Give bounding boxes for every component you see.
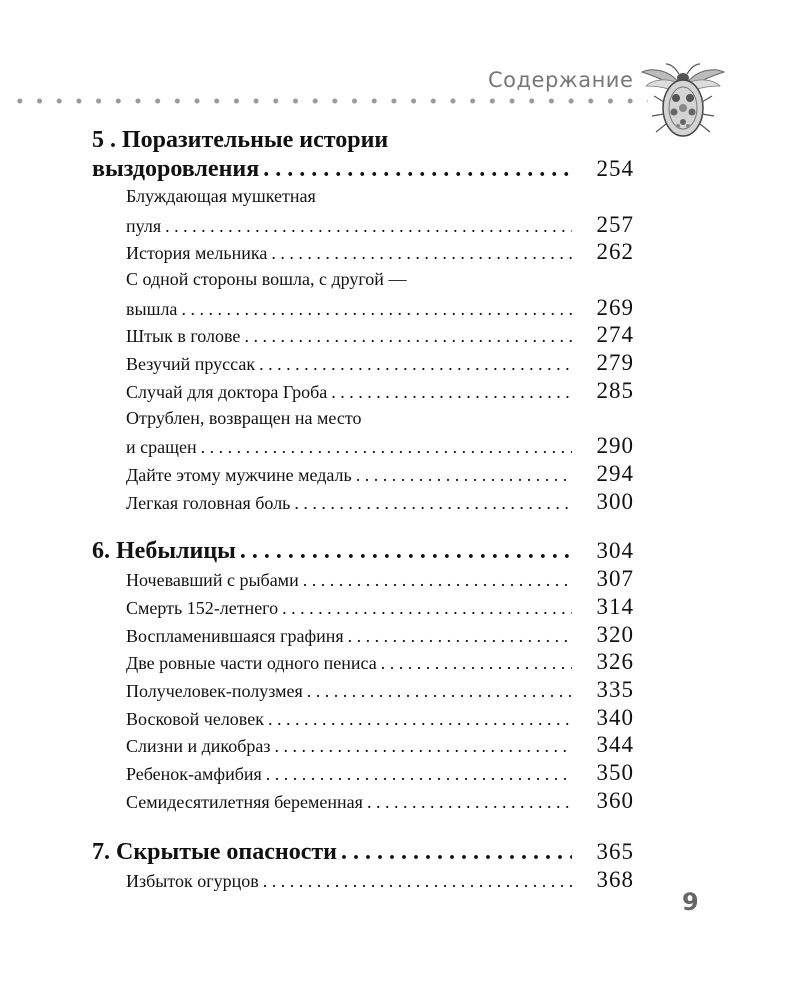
page-number: 344 [596, 732, 634, 758]
dot-leader [282, 595, 572, 623]
toc-item-title: История мельника [126, 243, 268, 264]
toc-item-title: С одной стороны вошла, с другой — [126, 269, 407, 290]
toc-item [126, 676, 634, 704]
toc-item-title: вышла [126, 298, 178, 319]
page-number: 257 [596, 211, 634, 237]
page-number: 326 [596, 649, 634, 675]
toc-item [126, 621, 634, 649]
toc-item-title: Восковой человек [126, 708, 264, 729]
toc-item-title: Получеловек-полузмея [126, 681, 303, 701]
running-header-title: Содержание [488, 68, 634, 92]
toc-item-title: Дайте этому мужчине медаль [126, 464, 352, 485]
toc-item-title: Отрублен, возвращен на место [126, 407, 362, 428]
toc-item [126, 349, 634, 377]
page-number: 360 [596, 787, 634, 813]
dot-leader [181, 296, 572, 324]
toc-item [126, 377, 634, 405]
toc-item-title: Блуждающая мушкетная [126, 186, 316, 206]
dot-leader [307, 678, 572, 706]
toc-item-title: Две ровные части одного пениса [126, 653, 377, 674]
page-number: 350 [596, 760, 634, 786]
dot-leader [341, 838, 572, 866]
chapter-5-sections [92, 183, 634, 515]
dot-leader [303, 567, 572, 595]
page-number: 269 [596, 294, 634, 320]
dot-leader [348, 623, 572, 651]
chapter-title-line: 7. Скрытые опасности [92, 839, 338, 866]
dot-leader [294, 490, 572, 518]
chapter-entry [92, 537, 634, 565]
page-number: 314 [596, 593, 634, 619]
toc-item-title: и сращен [126, 437, 197, 458]
chapter-7-sections [92, 866, 634, 894]
page-number: 368 [596, 867, 634, 893]
toc-item-title: Ребенок-амфибия [126, 764, 262, 785]
dot-leader [367, 789, 572, 817]
spacer [92, 515, 634, 537]
dot-leader [240, 537, 572, 565]
toc-item-title: Избыток огурцов [126, 871, 259, 892]
page-number: 320 [596, 621, 634, 647]
toc-item [126, 565, 634, 593]
chapter-entry [92, 155, 634, 183]
dot-leader [271, 240, 572, 268]
toc-item [126, 238, 634, 266]
dot-leader [331, 379, 572, 407]
page-number: 274 [596, 322, 634, 348]
toc-item [126, 321, 634, 349]
chapter-title-line: выздоровления [92, 156, 260, 182]
toc-item-title: Легкая головная боль [126, 492, 291, 513]
page-number: 262 [596, 239, 634, 265]
toc-item [126, 787, 634, 815]
page-number: 340 [596, 704, 634, 730]
toc-item [126, 759, 634, 787]
dot-leader [201, 434, 572, 462]
page-number: 279 [596, 350, 634, 376]
page-number: 285 [596, 377, 634, 403]
page-number: 300 [596, 488, 634, 514]
chapter-entry [92, 838, 634, 866]
page-number: 307 [596, 566, 634, 592]
toc-item-title: Воспламенившаяся графиня [126, 625, 344, 646]
page-number: 290 [596, 433, 634, 459]
dot-leader [266, 761, 572, 789]
dot-leader [356, 462, 572, 490]
toc-item-title: Ночевавший с рыбами [126, 570, 299, 591]
page-number: 335 [596, 677, 634, 702]
toc-item [126, 460, 634, 488]
toc-item-title: Штык в голове [126, 326, 241, 347]
beetle-emblem-icon [640, 62, 726, 142]
toc-item [126, 866, 634, 894]
dot-leader [244, 323, 572, 351]
toc-item [126, 731, 634, 759]
toc-item [126, 648, 634, 676]
toc-item-title: Слизни и дикобраз [126, 736, 271, 757]
toc-item [126, 266, 634, 321]
chapter-6 [92, 537, 634, 565]
toc-item [126, 704, 634, 732]
toc-item-title: Случай для доктора Гроба [126, 381, 328, 402]
chapter-title-line: 5 . Поразительные истории [92, 127, 389, 153]
dot-leader [263, 155, 572, 183]
toc-item-title: Везучий пруссак [126, 354, 256, 375]
spacer [92, 814, 634, 838]
dot-leader [275, 733, 572, 761]
toc-item [126, 183, 634, 238]
dot-leader [268, 706, 572, 734]
page-number: 294 [596, 460, 634, 486]
folio-page-number: 9 [682, 888, 699, 916]
toc-item [126, 405, 634, 460]
header-dotted-rule [10, 97, 648, 105]
toc-item-title: пуля [126, 215, 162, 236]
chapter-6-sections [92, 565, 634, 814]
page-number: 304 [596, 538, 634, 564]
toc-item-title: Смерть 152-летнего [126, 597, 279, 618]
toc-item-title: Семидесятилетняя беременная [126, 791, 363, 812]
chapter-5 [92, 126, 634, 183]
chapter-title-line: 6. Небылицы [92, 538, 236, 565]
dot-leader [259, 351, 572, 379]
toc-item [126, 488, 634, 516]
toc-item [126, 593, 634, 621]
page-number: 365 [596, 839, 634, 865]
chapter-7 [92, 838, 634, 866]
table-of-contents [92, 126, 634, 894]
dot-leader [263, 868, 572, 896]
dot-leader [165, 213, 572, 241]
dot-leader [381, 650, 572, 678]
page-number: 254 [596, 156, 634, 181]
